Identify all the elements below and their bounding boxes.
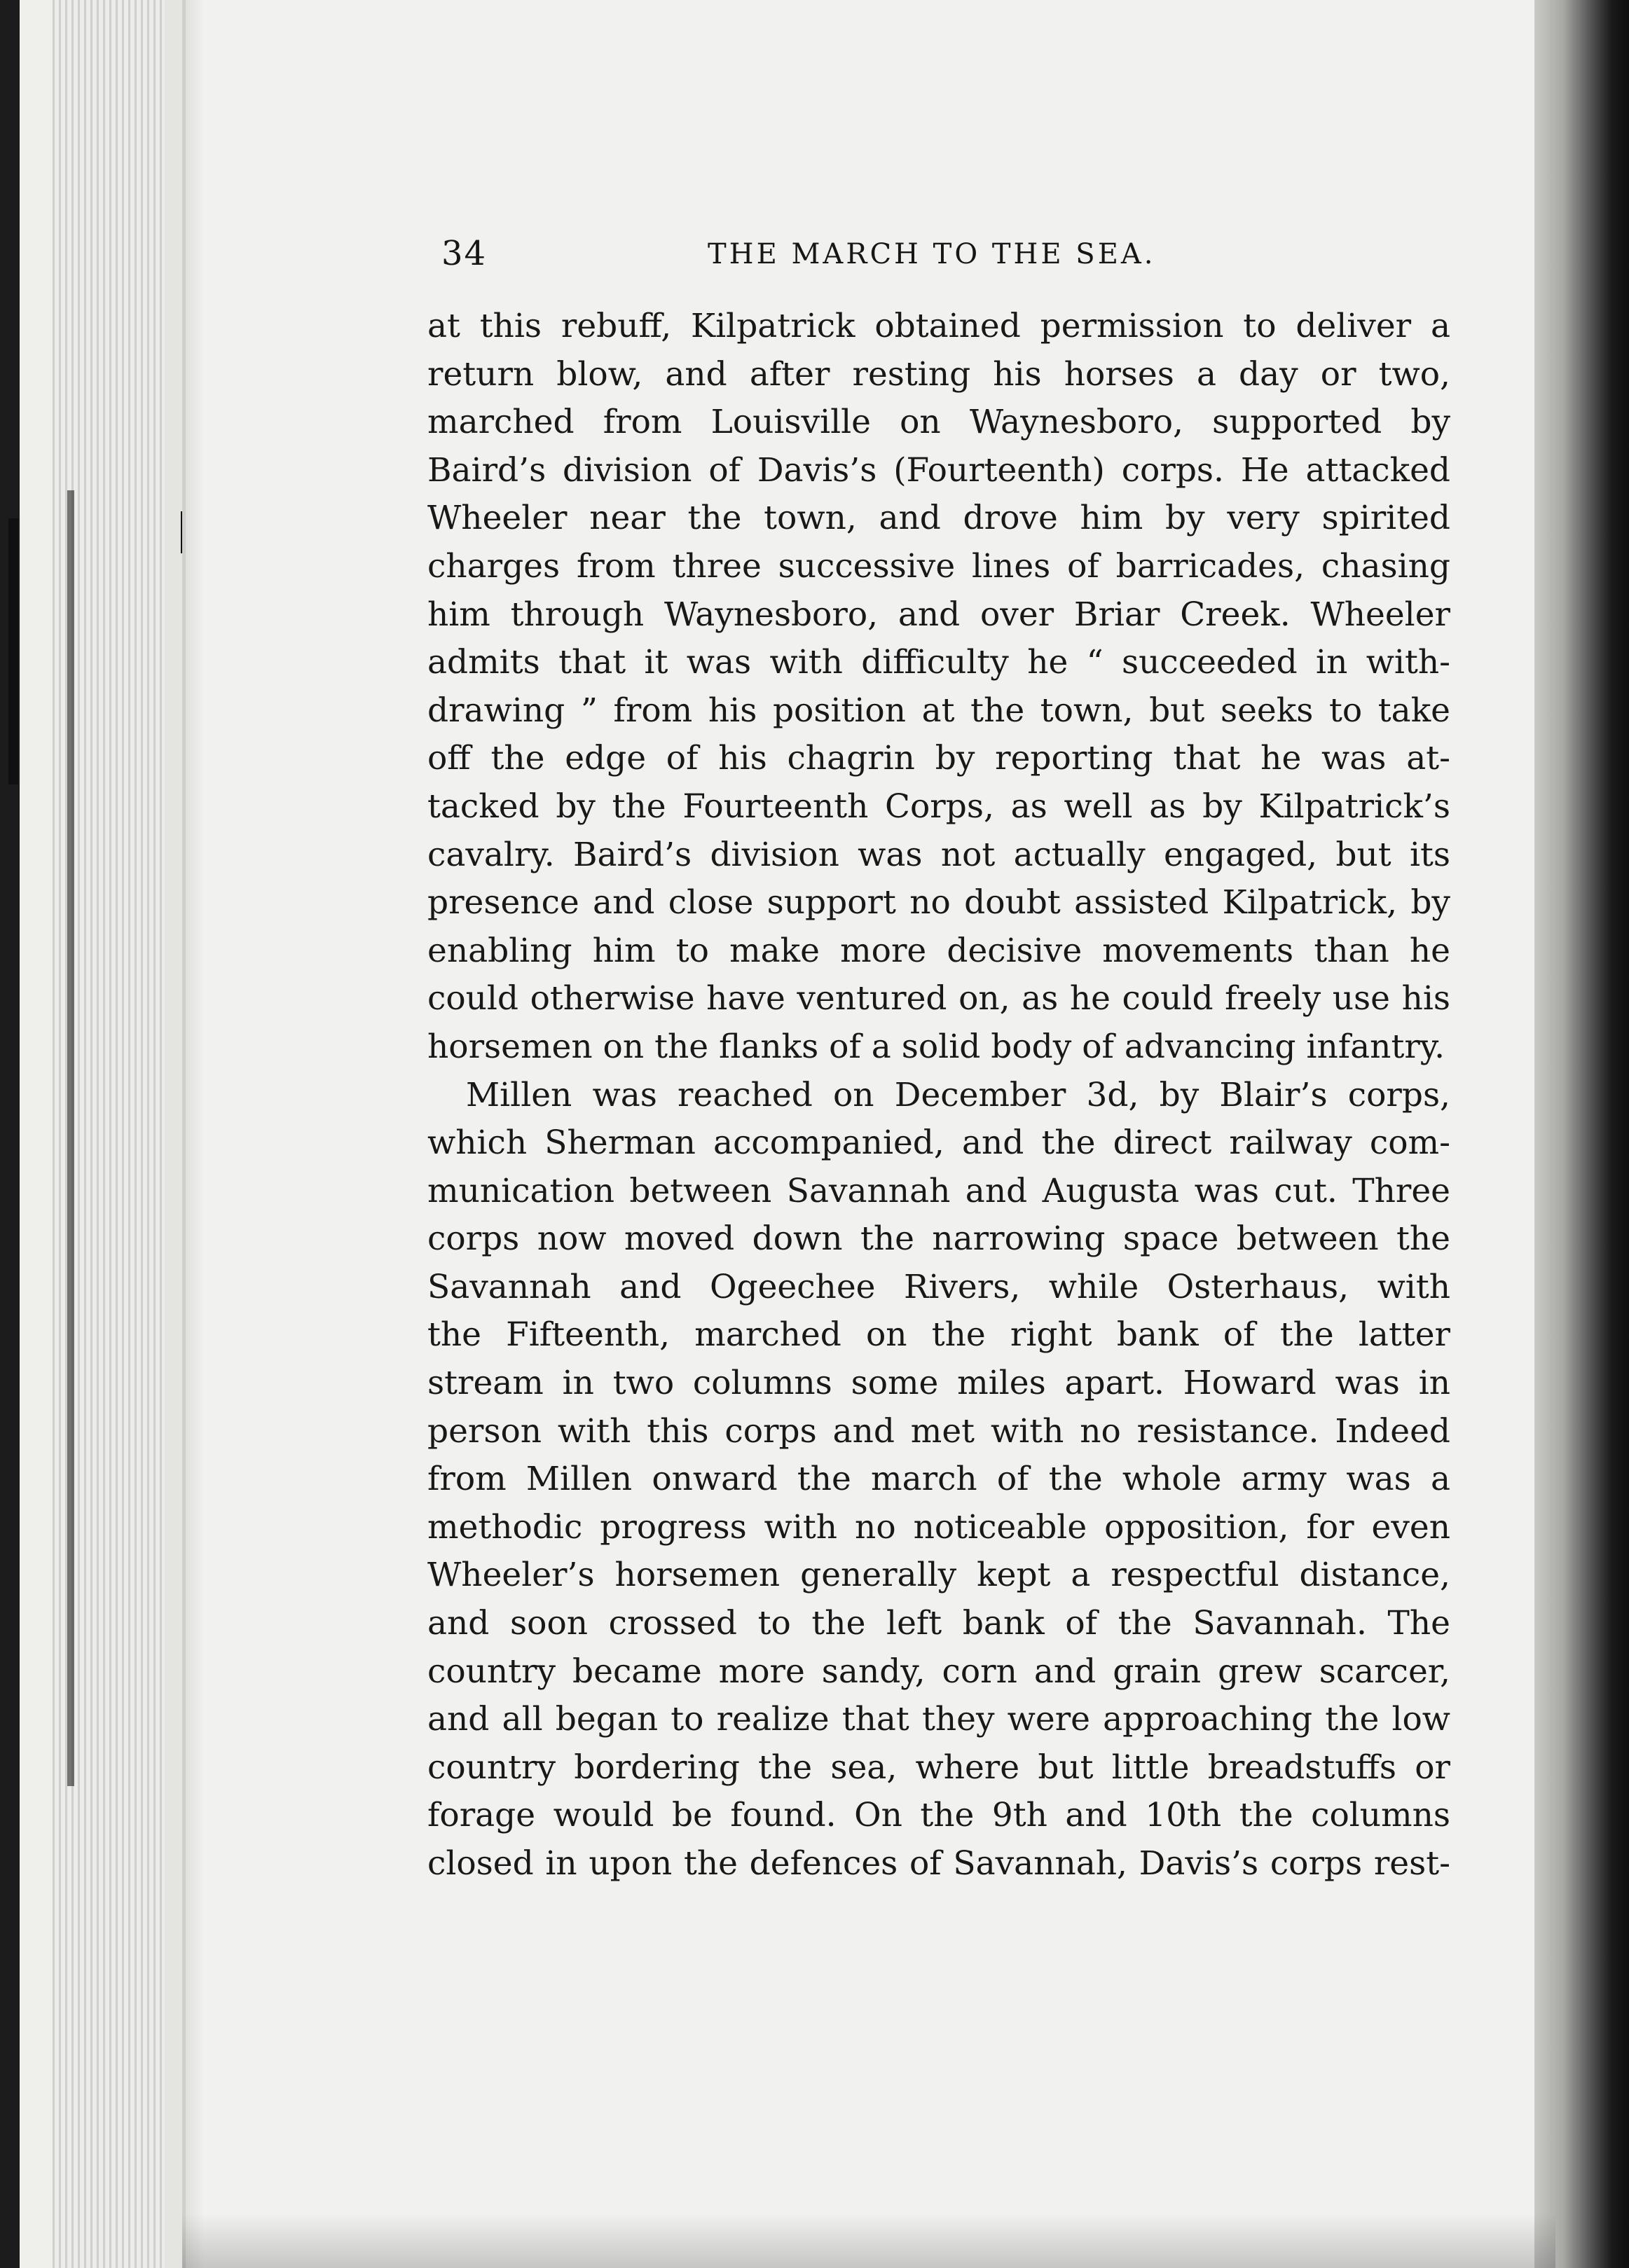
text-line: the Fifteenth, marched on the right bank of the latter [427, 1315, 1450, 1355]
text-line: cavalry. Baird’s division was not actually engaged, but its [427, 835, 1450, 874]
text-line: corps now moved down the narrowing space between the [427, 1219, 1450, 1259]
text-line: forage would be found. On the 9th and 10th the columns [427, 1796, 1450, 1835]
text-line: country became more sandy, corn and grain grew scarcer, [427, 1652, 1450, 1691]
text-line: him through Waynesboro, and over Briar Creek. Wheeler [427, 595, 1450, 634]
text-line: marched from Louisville on Waynesboro, supported by [427, 403, 1450, 442]
text-line: could otherwise have ventured on, as he could freely use his [427, 979, 1450, 1018]
running-head: THE MARCH TO THE SEA. [708, 238, 1156, 270]
bottom-page-shadow [182, 2213, 1555, 2268]
text-line: presence and close support no doubt assisted Kilpatrick, by [427, 883, 1450, 922]
text-line: which Sherman accompanied, and the direct railway com- [427, 1123, 1450, 1163]
text-line: person with this corps and met with no resistance. Indeed [427, 1411, 1450, 1451]
text-line: off the edge of his chagrin by reporting that he was at- [427, 739, 1450, 778]
text-line: stream in two columns some miles apart. Howard was in [427, 1364, 1450, 1403]
text-line: admits that it was with difficulty he “ succeeded in with- [427, 643, 1450, 682]
text-line: tacked by the Fourteenth Corps, as well as by Kilpatrick’s [427, 787, 1450, 826]
text-line: drawing ” from his position at the town, but seeks to take [427, 691, 1450, 730]
page-header [441, 223, 1436, 286]
text-line: Wheeler near the town, and drove him by very spirited [427, 499, 1450, 538]
text-line: and all began to realize that they were approaching the low [427, 1700, 1450, 1739]
text-line: charges from three successive lines of barricades, chasing [427, 546, 1450, 586]
text-line: closed in upon the defences of Savannah, Davis’s corps rest- [427, 1844, 1450, 1883]
text-line: and soon crossed to the left bank of the Savannah. The [427, 1604, 1450, 1643]
text-line: methodic progress with no noticeable opposition, for even [427, 1507, 1450, 1547]
edge-mark [67, 490, 74, 1786]
page-gutter [186, 0, 204, 2268]
page-number: 34 [441, 234, 488, 273]
text-line: return blow, and after resting his horses a day or two, [427, 354, 1450, 394]
text-line: from Millen onward the march of the whole army was a [427, 1460, 1450, 1499]
text-line: horsemen on the flanks of a solid body of advancing infantry. [427, 1027, 1445, 1066]
text-line: Baird’s division of Davis’s (Fourteenth) corps. He attacked [427, 450, 1450, 490]
text-line: country bordering the sea, where but little breadstuffs or [427, 1748, 1450, 1787]
text-line: Savannah and Ogeechee Rivers, while Osterhaus, with [427, 1267, 1450, 1306]
text-line: enabling him to make more decisive movements than he [427, 931, 1450, 970]
edge-mark [8, 518, 18, 784]
text-line: munication between Savannah and Augusta was cut. Three [427, 1171, 1450, 1210]
text-line: at this rebuff, Kilpatrick obtained permission to deliver a [427, 307, 1450, 345]
right-page-shadow [1534, 0, 1629, 2268]
text-line: Millen was reached on December 3d, by Blair’s corps, [466, 1075, 1450, 1114]
text-line: Wheeler’s horsemen generally kept a respectful distance, [427, 1556, 1450, 1595]
scan-left-edge [0, 0, 20, 2268]
body-text [427, 303, 1450, 1888]
